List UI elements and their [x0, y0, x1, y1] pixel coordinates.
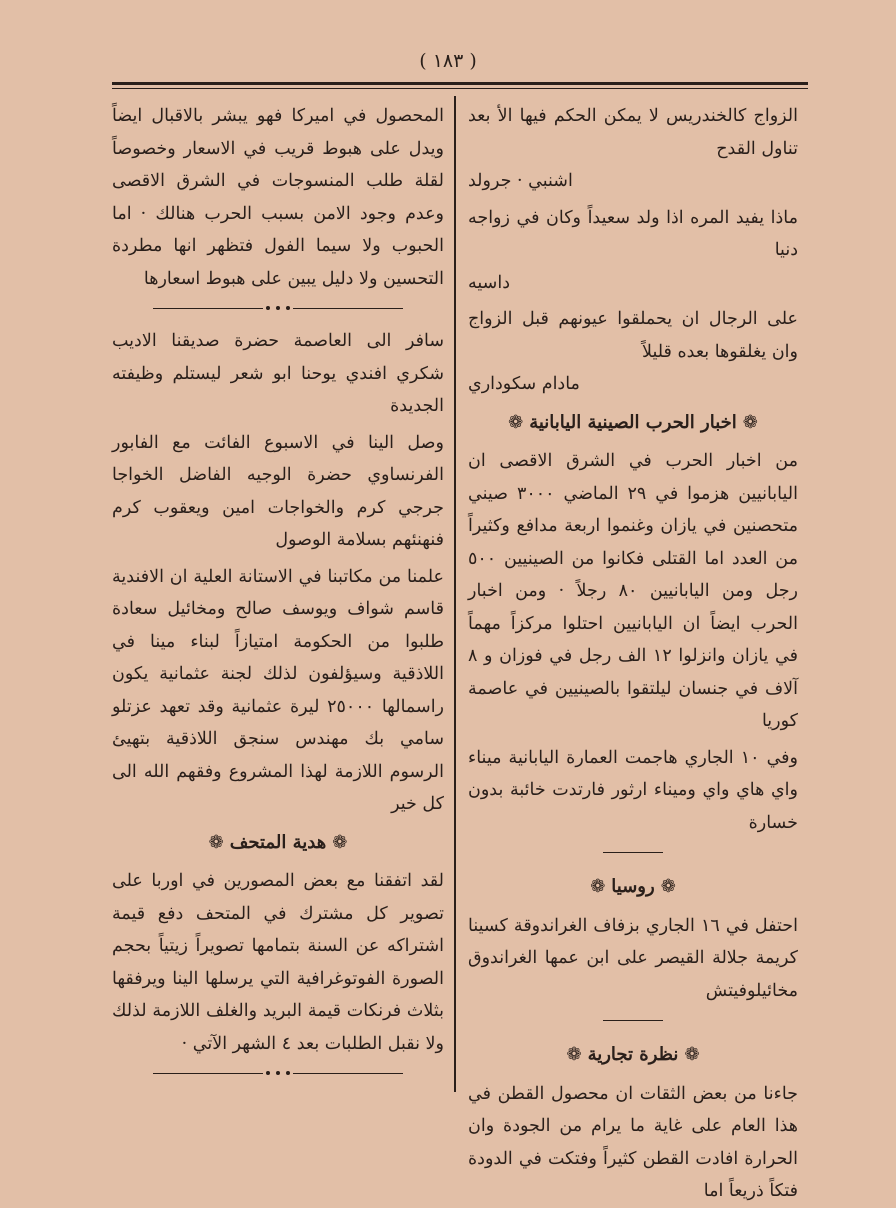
ornament-icon: ❁: [742, 411, 758, 433]
article-arrival: وصل الينا في الاسبوع الفائت مع الفابور الفرنساوي حضرة الوجيه الفاضل الخواجا جرجي كرم والخواجات امين ويعقوب كرم فنهنئهم بسلامة الوصول: [112, 432, 444, 550]
header-rule: [112, 82, 808, 89]
ornament-icon: ❁: [684, 1044, 700, 1065]
right-column: [468, 96, 798, 1201]
section-heading-russia: ❁روسيا❁: [468, 871, 798, 904]
section-heading-war: ❁اخبار الحرب الصينية اليابانية❁: [468, 407, 798, 440]
article-travel: سافر الى العاصمة حضرة صديقنا الاديب شكري افندي يوحنا ابو شعر ليستلم وظيفته الجديدة: [112, 331, 444, 416]
left-column: [112, 96, 444, 1096]
ornament-icon: ❁: [208, 831, 224, 853]
section-divider: [468, 1007, 798, 1033]
ornament-icon: ❁: [660, 876, 676, 897]
quote-author: داسيه: [468, 272, 510, 293]
ornament-icon: ❁: [590, 876, 606, 897]
article-war-2: وفي ١٠ الجاري هاجمت العمارة اليابانية ميناء واي هاي واي وميناء ارثور فارتدت خائبة بدون خسارة: [468, 747, 798, 833]
column-divider: [454, 96, 456, 1092]
article-trade: جاءنا من بعض الثقات ان محصول القطن في هذا العام على غاية ما يرام من الجودة وان الحرارة افادت القطن كثيراً وفتكت في الدودة فتكاً ذريعاً اما: [468, 1083, 798, 1201]
ornament-icon: ❁: [332, 831, 348, 853]
quote-author: اشنبي · جرولد: [468, 171, 573, 191]
article-war-1: من اخبار الحرب في الشرق الاقصى ان اليابانيين هزموا في ٢٩ الماضي ٣٠٠٠ صيني متحصنين في يازان وغنموا اربعة مدافع وكثيراً من العدد اما القتلى فكانوا من الصينيين ٥٠٠ رجل ومن اليابانيين ٨٠ رجلاً · ومن اخبار الحرب ايضاً ان اليابانيين احتلوا مركزاً مهماً في يازان وانزلوا ١٢ الف رجل في فوزان و ٨ آلاف في جنسان ليلتقوا بالصينيين في عاصمة كوريا: [468, 451, 798, 731]
article-port-concession: علمنا من مكاتبنا في الاستانة العلية ان الافندية قاسم شواف ويوسف صالح ومخائيل سعادة طلبوا من الحكومة امتيازاً لبناء مينا في اللاذقية وسيؤلفون لذلك لجنة عثمانية يكون راسمالها ٢٥٠٠٠ ليرة عثمانية وقد تعهد عزتلو سامي بك مهندس سنجق اللاذقية بتهيئ الرسوم اللازمة لهذا المشروع وفقهم الله الى كل خير: [112, 566, 445, 814]
quote-marriage-1: الزواج كالخندريس لا يمكن الحكم فيها الأ بعد تناول القدح اشنبي · جرولد: [468, 100, 798, 198]
section-divider: [112, 295, 444, 321]
section-divider: [468, 839, 798, 865]
quote-marriage-2: ماذا يفيد المره اذا ولد سعيداً وكان في زواجه دنيا داسيه: [468, 202, 798, 300]
section-heading-gift: ❁هدية المتحف❁: [112, 827, 444, 860]
article-gift: لقد اتفقنا مع بعض المصورين في اوربا على تصوير كل مشترك في المتحف دفع قيمة اشتراكه عن السنة بتمامها تصويراً زيتياً بحجم الصورة الفوتوغرافية التي يرسلها الينا ويرفقها بثلاث فرنكات قيمة البريد والغلف اللازمة لذلك ولا نقبل الطلبات بعد ٤ الشهر الآتي ·: [112, 871, 444, 1054]
end-divider: [112, 1060, 444, 1086]
article-trade-continued: المحصول في اميركا فهو يبشر بالاقبال ايضاً ويدل على هبوط قريب في الاسعار وخصوصاً لقلة طلب المنسوجات في الشرق الاقصى وعدم وجود الامن بسبب الحرب هنالك · اما الحبوب ولا سيما الفول فتظهر انها مطردة التحسين ولا دليل يبين على هبوط اسعارها: [112, 106, 444, 289]
ornament-icon: ❁: [508, 411, 524, 433]
quote-marriage-3: على الرجال ان يحملقوا عيونهم قبل الزواج وان يغلقوها بعده قليلاً مادام سكوداري: [468, 303, 798, 401]
quote-author: مادام سكوداري: [468, 374, 580, 394]
page-number: ( ١٨٣ ): [419, 50, 477, 72]
section-heading-trade: ❁نظرة تجارية❁: [468, 1039, 798, 1072]
ornament-icon: ❁: [566, 1044, 582, 1065]
article-russia: احتفل في ١٦ الجاري بزفاف الغراندوقة كسينا كريمة جلالة القيصر على ابن عمها الغراندوق مخائيلوفيتش: [468, 915, 798, 1001]
